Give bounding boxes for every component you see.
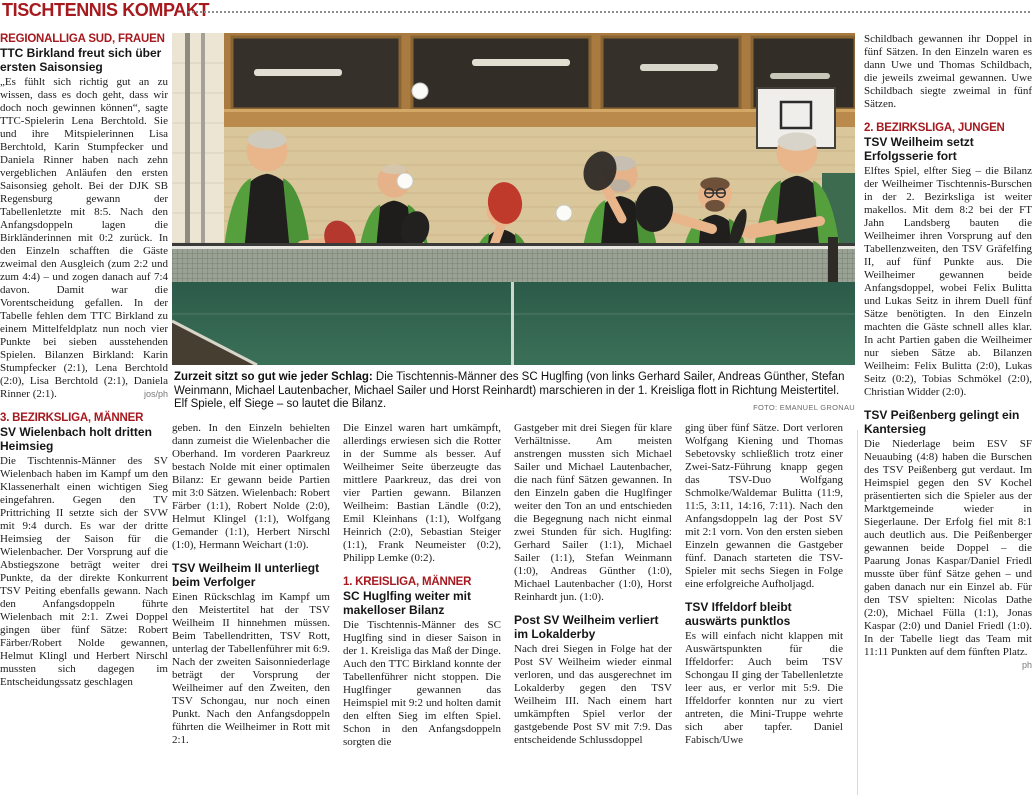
text-column-6	[864, 33, 1032, 802]
photo-caption	[174, 371, 855, 418]
photo-credit: FOTO: EMANUEL GRONAU	[753, 402, 855, 412]
column-rule	[857, 430, 858, 795]
article-subhead: TSV Weilheim setzt Erfolgsserie fort	[864, 135, 974, 163]
article-paragraph: Es will einfach nicht klappen mit Auswärtspunkten für die Iffeldorfer: Auch beim TSV Schongau II ging der Tabellenletzte leer aus, er verlor mit 5:9. Die Iffeldorfer konnten nur zu viert antreten, die Mini-Truppe wehrte sich aber tapfer. Daniel Fabisch/Uwe	[685, 630, 843, 746]
author-initials: jos/ph	[143, 389, 168, 399]
caption-text: Die Tischtennis-Männer des SC Huglfing (von links Gerhard Sailer, Andreas Günther, Stefan Weinmann, Michael Lautenbacher, Michael Sailer und Horst Reinhardt) marschieren in der 1. Kreisliga flott in Richtung Meistertitel. Elf Spiele, elf Siege – so lautet die Bilanz.	[174, 371, 845, 410]
team-photo-illustration	[172, 33, 855, 365]
article-paragraph: „Es fühlt sich richtig gut an zu wissen, dass es doch geht, dass wir doch noch gewinnen können“, sagte TTC-Spielerin Lena Berchtold. Sie und ihre Mitspielerinnen Lisa Berchtold, Karin Stumpfecker und Daniela Rinner haben nach zehn vergeblichen Anläufen den ersten Saisonsieg geholt. Bei der DJK SB Regensburg gewann der Tabellenletzte mit 8:5. Nach den Anfangsdoppeln lagen die Birkländerinnen mit 0:2 zurück. In den Einzeln schafften die Gäste zweimal den Ausgleich (zum 2:2 und zum 4:4) – und zogen danach auf 7:4 davon. Damit war die Vorentscheidung gefallen. In der Tabelle fehlen dem TTC Birkland zu einem Mittelfeldplatz nun noch vier Punkte bei sieben ausstehenden Spielen. Bilanzen Birkland: Karin Stumpfecker (2:1), Lena Berchtold (2:0), Lisa Berchtold (2:1), Daniela Rinner (2:1). jos/ph	[0, 76, 168, 400]
text-column-2	[172, 422, 330, 802]
section-header: 2. BEZIRKSLIGA, JUNGEN	[864, 122, 1005, 134]
dotted-rule	[188, 11, 1030, 13]
ceiling-light	[770, 73, 830, 79]
text-column-1	[0, 33, 168, 802]
author-initials: ph	[1021, 660, 1032, 670]
article-paragraph: geben. In den Einzeln behielten dann zumeist die Wielenbacher die Oberhand. Im vorderen Paarkreuz bestach Nolde mit einer optimalen Bilanz: Er gewann beide Partien mit 3:0 Sätzen. Wielenbach: Robert Färber (1:1), Robert Nolde (2:0), Helmut Klingel (1:1), Wolfgang Gemander (1:1), Herbert Nirschl (1:0), Hermann Weichart (1:0).	[172, 422, 330, 551]
article-subhead: TTC Birkland freut sich über ersten Saisonsieg	[0, 46, 162, 74]
article-subhead: TSV Weilheim II unterliegt beim Verfolger	[172, 561, 320, 589]
net	[172, 237, 855, 283]
page-kicker: TISCHTENNIS KOMPAKT	[2, 0, 210, 20]
team-photo	[172, 33, 855, 365]
text-column-4	[514, 422, 672, 802]
article-paragraph: Elftes Spiel, elfter Sieg – die Bilanz der Weilheimer Tischtennis-Burschen in der 2. Bezirksliga ist weiter makellos. Mit dem 8:2 bei der FT Jahn Landsberg bauten die Weilheimer ihren Vorsprung auf den Tabellenzweiten, den TSV Gräfelfing II, auf fünf Punkte aus. Die Weilheimer gewannen beide Anfangsdoppel, wobei Felix Bulitta und Lukas Seitz in ihrem Duell fünf Sätze benötigten. In den Einzeln machten die Gäste schnell alles klar. In acht Partien gaben die Weilheimer nur sieben Sätze ab. Bilanzen Weilheim: Felix Bulitta (2:0), Lukas Seitz (0:2), Tobias Schmökel (2:0), Christian Widder (2:0).	[864, 165, 1032, 398]
ceiling-light	[640, 64, 718, 71]
section-header: 3. BEZIRKSLIGA, MÄNNER	[0, 412, 144, 424]
text-column-3	[343, 422, 501, 802]
table-tennis-table	[172, 282, 855, 365]
ceiling-light	[254, 69, 342, 76]
article-paragraph: Die Tischtennis-Männer des SC Huglfing sind in dieser Saison in der 1. Kreisliga das Maß der Dinge. Auch den TTC Birkland konnte der Tabellenführer nicht stoppen. Die Huglfinger gewannen das Heimspiel mit 9:2 und holten damit den elften Sieg im elften Spiel. Schon in den Anfangsdoppeln sorgten die	[343, 619, 501, 748]
article-paragraph: Einen Rückschlag im Kampf um den Meistertitel hat der TSV Weilheim II hinnehmen müssen. Beim Tabellendritten, TSV Rott, unterlag der Tabellenführer mit 6:9. Nach der zweiten Saisonniederlage beträgt der Vorsprung der Weilheimer auf den Zweiten, den TSV Schongau, nur noch einen Punkt. Nach den Anfangsdoppeln führten die Weilheimer in Rott mit 2:1.	[172, 591, 330, 746]
article-paragraph: Gastgeber mit drei Siegen für klare Verhältnisse. Am meisten anstrengen mussten sich Michael Sailer und Michael Lautenbacher, die nach fünf Sätzen gewannen. In den Einzeln gaben die Huglfinger weiter den Ton an und entschieden die Begegnung nach nicht einmal zwei Stunden für sich. Huglfing: Gerhard Sailer (1:1), Michael Sailer (1:1), Stefan Weinmann (1:0), Andreas Günther (1:0), Michael Lautenbacher (1:0), Horst Reinhardt jun. (1:0).	[514, 422, 672, 603]
article-paragraph: Die Niederlage beim ESV SF Neuaubing (4:8) haben die Burschen des TSV Peißenberg gut verdaut. Im Heimspiel gegen den SV Kochel präsentierten sich die Spieler aus der Marktgemeinde wieder in Siegerlaune. Der Erfolg fiel mit 8:1 auch deutlich aus. Die Peißenberger gewannen beide Doppel – die Paarung Jonas Kaspar/Daniel Friedl musste über fünf Sätze gehen – und gaben danach nur ein Einzel ab. Für den TSV spielten: Nicolas Dathe (2:0), Michael Fülla (1:1), Jonas Kaspar (2:0) und Daniel Friedl (1:0). In der Tabelle liegt das Team mit 11:11 Punkten auf dem fünften Platz. ph	[864, 438, 1032, 670]
article-subhead: TSV Peißenberg gelingt ein Kantersieg	[864, 408, 1020, 436]
section-header: REGIONALLIGA SÜD, FRAUEN	[0, 33, 165, 45]
caption-lead: Zurzeit sitzt so gut wie jeder Schlag:	[174, 371, 373, 383]
text-column-5	[685, 422, 843, 802]
section-header: 1. KREISLIGA, MÄNNER	[343, 576, 472, 588]
article-subhead: SV Wielenbach holt dritten Heimsieg	[0, 425, 152, 453]
article-paragraph: Die Einzel waren hart umkämpft, allerdings erwiesen sich die Rotter in der Summe als besser. Auf Weilheimer Seite überzeugte das mittlere Paarkreuz, das drei von vier Partien gewann. Bilanzen Weilheim: Bastian Ländle (0:2), Emil Kleinhans (1:1), Wolfgang Heinrich (2:0), Sebastian Steiger (1:1), Frank Neumeister (0:2), Philipp Lemke (0:2).	[343, 422, 501, 564]
article-paragraph: ging über fünf Sätze. Dort verloren Wolfgang Kiening und Thomas Sebetovsky schließlich trotz einer Zwei-Satz-Führung knapp gegen das TSV-Duo Wolfgang Schmolke/Waldemar Bulitta (11:9, 11:5, 3:11, 14:16, 7:11). Nach den Anfangsdoppeln lag der Post SV mit 2:1 vorn. Von den ersten sieben Einzeln gewannen die Gastgeber fünf. Danach starteten die TSV-Spieler mit sechs Siegen in Folge eine erfolgreiche Aufholjagd.	[685, 422, 843, 590]
article-subhead: SC Huglfing weiter mit makelloser Bilanz	[343, 589, 472, 617]
article-subhead: TSV Iffeldorf bleibt auswärts punktlos	[685, 600, 792, 628]
article-paragraph: Nach drei Siegen in Folge hat der Post SV Weilheim wieder einmal verloren, und das ausgerechnet im Lokalderby gegen den TSV Weilheim III. Nach einem hart umkämpften Spiel verlor der gastgebende Post SV mit 7:9. Das entscheidende Schlussdoppel	[514, 643, 672, 746]
article-paragraph: Schildbach gewannen ihr Doppel in fünf Sätzen. In den Einzeln waren es dann Uwe und Thomas Schildbach, die jeweils zweimal gewannen. Uwe Schildbach siegte zweimal in fünf Sätzen.	[864, 33, 1032, 110]
article-subhead: Post SV Weilheim verliert im Lokalderby	[514, 613, 659, 641]
ceiling-light	[472, 59, 570, 66]
article-paragraph: Die Tischtennis-Männer des SV Wielenbach haben im Kampf um den Klassenerhalt einen wichtigen Sieg eingefahren. Gegen den TV Prittriching II setzte sich der SVW mit 9:4 durch. Es war der dritte Heimsieg der Saison für die Wielenbacher. Der Vorsprung auf die Abstiegszone beträgt weiter drei Punkte, da der direkte Konkurrent TSV Peiting ebenfalls gewann. Nach den Anfangsdoppeln führte Wielenbach mit 2:1. Zwei Doppel gingen über fünf Sätze: Robert Färber/Robert Nolde gewannen, Helmut Klingl und Herbert Nirschl mussten sich dagegen im Entscheidungssatz geschlagen	[0, 455, 168, 688]
